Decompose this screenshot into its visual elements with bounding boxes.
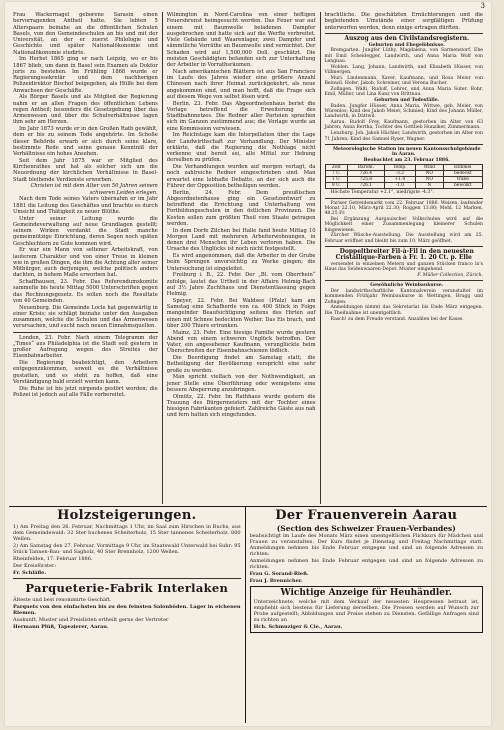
- article-columns: [9, 12, 487, 504]
- weather-col-header: Wind: [416, 165, 444, 171]
- weather-table: [325, 164, 484, 189]
- ad-note: Anmeldungen nehmen bis Ende Februar entgegen und sind an folgende Adressen zu richten.: [249, 558, 483, 570]
- civil-entry: Wohlen. Lang, Johann, Landwirth, und Elisabeth Hüsser, von Villmergen.: [324, 64, 483, 75]
- news-berlin: Berlin, 23. Febr. Das Abgeordnetenhaus beriet die Vorlage betreffend die Erweiterung des Stadtbahnnetzes. Die Redner aller Parteien sprachen sich im Ganzen zustimmend aus; die Vorlage wurde an eine Kommission verwiesen.: [166, 100, 316, 132]
- article-paragraph: Im Herbst 1865 ging er nach Leipzig, wo er bis 1867 blieb, um dann in Basel sein Examen als Doktor juris zu bestehen. Im Frühling 1868 wurde er Regierungssekretär und dem nachherigen Polizeidirektor Bischof beigegeben, als Hülfe bei dem Anwachsen der Geschäfte.: [13, 56, 158, 94]
- section-heading: Auszug aus den Civilstandsregistern.: [344, 34, 470, 42]
- news-mainz: Mainz, 23. Febr. Eine hiesige Familie wurde gestern Abend von einem schweren Unglück betroffen. Der Vater, ein angesehener Kaufmann, verunglückte beim Überschreiten der Eisenbahnschienen tödlich.: [166, 329, 316, 355]
- divider: [325, 144, 484, 145]
- news-london: London, 23. Febr. Nach einem Telegramm der „Times“ aus Philadelphia ist die Stadt seit gestern in großer Aufregung wegen des Streites der Eisenbahnarbeiter.: [13, 334, 158, 360]
- article-paragraph: Man spricht vielfach von der Nothwendigkeit, an jener Stelle eine Überführung oder wenigstens eine bessere Absperrung anzubringen.: [166, 374, 316, 393]
- section-subheading: Geburten und Ehegelöbnisse.: [368, 42, 445, 48]
- ad-box-title: Wichtige Anzeige für Heuhändler.: [280, 588, 453, 598]
- weather-col-header: Zeit: [325, 165, 348, 171]
- news-neuenburg: Neuenburg. Die Gemeinde Locle hat gegenwärtig in einer Krisis; sie schlägt beinahe unter den Ausgaben zusammen, welche die Schulen und das Armenwesen verursachen, und sucht nach neuen Einnahmsquellen.: [13, 304, 158, 330]
- ad-signature: F. Müller-Collection, Zürich.: [417, 273, 483, 278]
- weather-cell: -3.2: [384, 171, 416, 177]
- article-paragraph: Anmeldungen nimmt das Sekretariat bis Ende März entgegen. Die Theilnahme ist unentgeltlich.: [324, 305, 483, 316]
- weather-cell: +1.4: [384, 177, 416, 183]
- ad-subtitle: (Section des Schweizer Frauen-Verbandes): [276, 524, 456, 533]
- ad-item: 1) Am Freitag den 26. Februar, Nachmittags 1 Uhr, im Saal zum Hirschen in Buchs, aus dem Gemeindewald: 32 Ster buchenes Scheiterholz, 15 Ster tannenes Scheiterholz, 800 Wellen.: [13, 524, 241, 542]
- ad-item: 2) Am Samstag den 27. Februar, Vormittags 9 Uhr, im Staatswald Unterwald bei Suhr: 95 Stück Tannen-Bau- und Sagholz, 40 Ster Brennholz, 1200 Wellen.: [13, 543, 241, 555]
- market-report: Pariser Getreidemarkt vom 22. Februar 1886. Weizen, laufender Monat 22.10, März-April 22.30; Roggen 13.80; Mehl, 12 Marken, 48.25 Fr.: [324, 200, 483, 217]
- ad-title-frauenverein: Der Frauenverein Aarau: [275, 508, 458, 523]
- weather-cell: N: [416, 183, 444, 189]
- section-subheading: Geburten und Todesfälle.: [374, 97, 440, 103]
- article-paragraph: brachtliche. Die geschätzten Ernüchterungen und die begleitenden Umstände einer sorgfältigen Prüfung unterworfen werden, denn einige ertragen dürften.: [324, 12, 483, 31]
- ad-left: [9, 507, 246, 723]
- article-paragraph: In dem Dorfe Zilchen bei Halle fand heute Mittag 10 Morgen Land mit mehreren Arbeiterwohnungen, in denen drei Menschen ihr Leben verloren haben. Die Ursache des Unglücks ist noch nicht festgestellt.: [166, 227, 316, 253]
- birth-entry: Baden. Jungfer Hüsser, Anna Maria, Wittwe, geb. Meier, von Würenlos; Kind des Jakob Meier, Schmied; Kind des Johann Müller, Landwirth, in Dättwil.: [324, 103, 483, 120]
- ad-box-text: Unterzeichnete, welche mit dem Verkauf der neuesten Heupressen betraut ist, empfiehlt sich bestens für Lieferung derselben. Die Pressen werden auf Wunsch zur Probe aufgestellt; Abbildungen und Preise stehen zu Diensten. Gefällige Anfragen sind zu richten an: [253, 599, 479, 623]
- weather-cell: 726.1: [348, 183, 384, 189]
- ad-title-holzsteigerungen: Holzsteigerungen.: [57, 508, 197, 523]
- civil-entry: Muri. Lindenmann, Xaver, Kaufmann, und Rosa Meier von Beinwil. Hofer, Jakob, Schreiner, und Verena Bucher.: [324, 75, 483, 87]
- ad-subtitle: Älteste und best renommirte Geschäft.: [13, 597, 112, 603]
- article-paragraph: Die Ruhe ist bis jetzt nirgends gestört worden; die Polizei ist jedoch auf alle Fälle vorbereitet.: [13, 385, 158, 398]
- weather-cell: -1.0: [384, 183, 416, 189]
- ad-text: beabsichtigt im Laufe des Monats März einen unentgeltlichen Flickkurs für Mädchen und Frauen zu veranstalten. Der Kurs findet je Dienstag und Freitag Nachmittags statt. Anmeldungen nehmen bis Ende Februar entgegen und sind an folgende Adressen zu richten:: [249, 533, 483, 557]
- article-paragraph: Er war ein Mann von seltener Arbeitskraft, von lauterem Charakter und von einer Treue in kleinen wie in großen Dingen, die ihm die Achtung aller seiner Mitbürger, auch derjenigen, welche politisch anders dachten, in hohem Maße erworben hat.: [13, 247, 158, 279]
- ad-signature-name: Fr. Schläfle.: [13, 570, 47, 576]
- birth-entry: Aarau. Rudolf Frey, Kaufmann, gestorben im Alter von 63 Jahren; Anna Bertha, Tochter des Gottlieb Hunziker, Zimmermann.: [324, 120, 483, 131]
- article-paragraph: Frau Wackernagel geborene Sarasin einen hervorragenden Antheil hatte. Sie lebten 5 Alterspaare beinahe an die öffentlichen Schulen Basels, von den Gemeindeschulen an bis und mit der Universität, an der er zuerst Philologie und Geschichte und später Nationalökonomie und Nationalökonomie studirte.: [13, 12, 158, 56]
- ad-text: Parquets von den einfachsten bis zu den feinsten Salonböden. Lager in eichenen Riemen.: [13, 604, 241, 616]
- article-paragraph: Der landwirthschaftliche Kantonalverein veranstaltet im kommenden Frühjahr Weinbaukurse in Wettingen, Brugg und Zofingen.: [324, 289, 483, 305]
- article-closing: Christen ist mit dem Alter von 50 Jahren seinem schweren Leiden erlegen.: [30, 183, 158, 196]
- article-paragraph: Die Verhandlungen wurden auf morgen vertagt, da noch zahlreiche Redner eingeschrieben sind. Man erwartet eine lebhafte Debatte, an der sich auch die Führer der Opposition betheiligen werden.: [166, 164, 316, 189]
- divider: [325, 280, 484, 281]
- article-paragraph: Die Beerdigung findet am Samstag statt; die Betheiligung der Bevölkerung verspricht eine sehr große zu werden.: [166, 355, 316, 374]
- weather-subheading: Beobachtet am 23. Februar 1886.: [363, 157, 450, 163]
- ad-right: [246, 507, 487, 723]
- article-paragraph: Seit dem Jahr 1875 war er Mitglied des Kirchenrathes und hat als solcher sich um die Neuordnung der kirchlichen Verhältnisse in Basel-Stadt bleibende Verdienste erworben.: [13, 157, 158, 183]
- section-heading: Gewöhnliche Weinbaukurse.: [370, 283, 444, 289]
- article-paragraph: Unter seiner Leitung wurde die Gemeindeverwaltung auf neue Grundlagen gestellt; seinem Wirken verdankt die Stadt manche gemeinnützige Einrichtung, deren Segen noch späten Geschlechtern zu Gute kommen wird.: [13, 215, 158, 247]
- ad-signature-label: Der Kreisförster:: [13, 563, 57, 569]
- ad-title-parqueterie: Parqueterie-Fabrik Interlaken: [25, 581, 229, 595]
- ad-date: Rheinfelden, 17. Februar 1886.: [13, 556, 93, 562]
- article-paragraph: Als Bürger Basels und als Mitglied der Regierung nahm er an allen Fragen des öffentlichen Lebens regen Antheil; besonders die Gesetzgebung über das Armenwesen und über die Schulverhältnisse lagen ihm sehr am Herzen.: [13, 94, 158, 126]
- divider: [325, 33, 484, 34]
- article-paragraph: Nach dem Tode seines Vaters übernahm er im Jahr 1881 die Leitung des Geschäftes und brachte es durch Umsicht und Thätigkeit zu neuer Blüthe.: [13, 196, 158, 215]
- weather-cell: 725.8: [348, 177, 384, 183]
- ad-signature: Frau G. Sorand-Rieß.: [249, 571, 309, 577]
- weather-cell: bedeckt: [443, 171, 482, 177]
- ad-box-contact: Hch. Schmuziger & Cie., Aarau.: [253, 624, 343, 630]
- news-olmuetz: Olmütz, 22. Febr. Im Rathhaus wurde gestern die Trauung des Bürgermeisters mit der Tochter eines hiesigen Fabrikanten gefeiert. Zahlreiche Gäste aus nah und fern hatten sich eingefunden.: [166, 393, 316, 419]
- civil-entry: Bremgarten. Jungfer Lüthy, Magdalena, von Sarmenstorf, Ehe mit Emil Scheidegger, Landwirth, und Anna Maria Wolf von Lengnau.: [324, 48, 483, 64]
- ad-signature: Frau J. Brennicher.: [249, 578, 303, 584]
- divider: [325, 246, 484, 247]
- article-paragraph: Nach amerikanischen Blättern ist aus San Francisco im Laufe des Jahres wieder eine größere Anzahl Chinesen nach ihrer Heimat zurückgekehrt, als neue angekommen sind, und man hofft, daß die Frage sich auf diesem Wege von selbst lösen wird.: [166, 68, 316, 100]
- article-paragraph: Im Jahr 1873 wurde er in den Großen Rath gewählt, dem er bis zu seinem Tode angehörte. Im Schoße dieser Behörde erwarb er sich durch seine klare, bestimmte Rede und seine genaue Kenntniß der Verhältnisse ein hohes Ansehen.: [13, 126, 158, 157]
- page-number: 3: [480, 2, 485, 10]
- column-right: [321, 12, 488, 504]
- weather-cell: 7 U.: [325, 171, 348, 177]
- news-item: Zürcher Wäsche-Ausstellung. Die Ausstellung wird am 25. Februar eröffnet und bleibt bis zum 10. März geöffnet.: [324, 233, 483, 244]
- ad-text: versendet in einzelnen Metern und ganzen Stücken franco in's Haus das Seidenwaaren-Depot. Muster umgehend.: [324, 261, 483, 273]
- ad-contact: Hermann Plüß, Tapezierer, Aarau.: [13, 624, 109, 630]
- weather-col-header: Barom.: [348, 165, 384, 171]
- weather-note: Höchste Temperatur +2.1°, niedrigste -4.3°.: [330, 190, 435, 196]
- ad-box-heuhaendler: [250, 586, 483, 633]
- column-middle: [163, 12, 321, 504]
- ad-headline: Doppeltbreiter Fil-à-Fil in den neuesten Cristallique-Farben à Fr. 1. 20 Ct. p. Elle: [335, 247, 474, 262]
- ad-footer: Auskunft, Muster und Preislisten ertheilt gerne der Vertreter: [13, 617, 169, 623]
- news-freiburg: Freiburg i. B., 22. Febr. Der „Bl. vom Oberrhein“ zufolge, lautet das Urtheil in der Affaire Helmig-Bach auf 3½ Jahre Zuchthaus und Dienstentlassung gegen Helmig.: [166, 272, 316, 297]
- newspaper-page: [5, 2, 491, 726]
- divider: [13, 332, 158, 333]
- weather-cell: bewölkt: [443, 183, 482, 189]
- weather-cell: 726.4: [348, 171, 384, 177]
- weather-cell: 9 U.: [325, 183, 348, 189]
- birth-entry: Lenzburg. Joh. Jakob Hächler, Landwirth, gestorben im Alter von 71 Jahren; Kind des Samuel Ryser, Wagner.: [324, 131, 483, 142]
- weather-col-header: Himmel: [443, 165, 482, 171]
- weather-row: [325, 183, 483, 189]
- divider: [13, 578, 241, 579]
- news-berlin: Berlin, 24. Febr. Dem preußischen Abgeordnetenhause ging ein Gesetzentwurf zu betreffend die Errichtung und Unterhaltung von Fortbildungsschulen in den östlichen Provinzen. Die Kosten sollen zum größten Theil vom Staate getragen werden.: [166, 189, 316, 227]
- news-speyer: Speyer, 22. Febr. Bei Waldsee (Pfalz) kam am Samstag eine Schafherde von ca. 400 Stück in Folge mangelnder Beaufsichtigung seitens des Hirten auf einen mit Schnee bedeckten Weiher. Das Eis brach, und über 200 Thiere ertranken.: [166, 297, 316, 329]
- column-left: [9, 12, 163, 504]
- news-schaffhausen: Schaffhausen, 23. Febr. Das Referendumskomite sammelte bis heute Mittag 5000 Unterschriften gegen das Rechnungsgesetz. Es sollen noch die Resultate von 40 Gemeinden.: [13, 279, 158, 304]
- weather-cell: 1 U.: [325, 177, 348, 183]
- advertisement-band: [9, 506, 487, 723]
- article-paragraph: Die Regierung beabsichtigt, den Arbeitern entgegenzukommen, soweit es die Verhältnisse gestatten, und es steht zu hoffen, daß eine Verständigung bald erzielt werden kann.: [13, 360, 158, 385]
- weather-cell: NO: [416, 177, 444, 183]
- civil-entry: Zofingen. Wälti, Rudolf, Lehrer, und Anna Maria Suter. Rohr, Emil, Müller, und Lina Kunz von Brittnau.: [324, 86, 483, 98]
- divider: [325, 198, 484, 199]
- weather-cell: NO: [416, 171, 444, 177]
- article-paragraph: Rasch! zu dem Freude verstand. Anzahlen bei der Kasse.: [330, 316, 464, 322]
- news-item: Bei Ergänzung Aargauischer Volkschulen wird auf die Möglichkeit einer Zusammenlegung kleinerer Schulen hingewiesen.: [324, 216, 483, 233]
- weather-cell: trübe: [443, 177, 482, 183]
- article-paragraph: Im Reichstage kam die Interpellation über die Lage der Landwirthschaft zur Verhandlung. Der Minister erklärte, daß die Regierung die Nothlage nicht verkenne und bereit sei, alle Mittel zur Hebung derselben zu prüfen.: [166, 132, 316, 164]
- weather-col-header: Temp.: [384, 165, 416, 171]
- weather-heading: Meteorologische Station im neuen Kantonsschulgebäude in Aarau.: [332, 146, 481, 158]
- article-paragraph: Wilmington in Nord-Carolina von einer heftigen Feuersbrunst heimgesucht worden. Das Feuer war auf einem mit Baumwolle beladenen Dampfer ausgebrochen und hatte sich auf die Werfte verbreitet. Viele Gebäude und Waarenlager, zwei Dampfer und sämmtliche Vorräthe an Baumwolle sind vernichtet. Der Schaden wird auf 1,500,000 Doll. geschätzt. Die meisten Geschädigten befanden sich zur Unterhaltung der Arbeiter in Vorrathsräumen.: [166, 12, 316, 68]
- article-paragraph: Es wird angenommen, daß die Arbeiter in der Grube beim Sprengen unvorsichtig zu Werke gingen; die Untersuchung ist eingeleitet.: [166, 253, 316, 272]
